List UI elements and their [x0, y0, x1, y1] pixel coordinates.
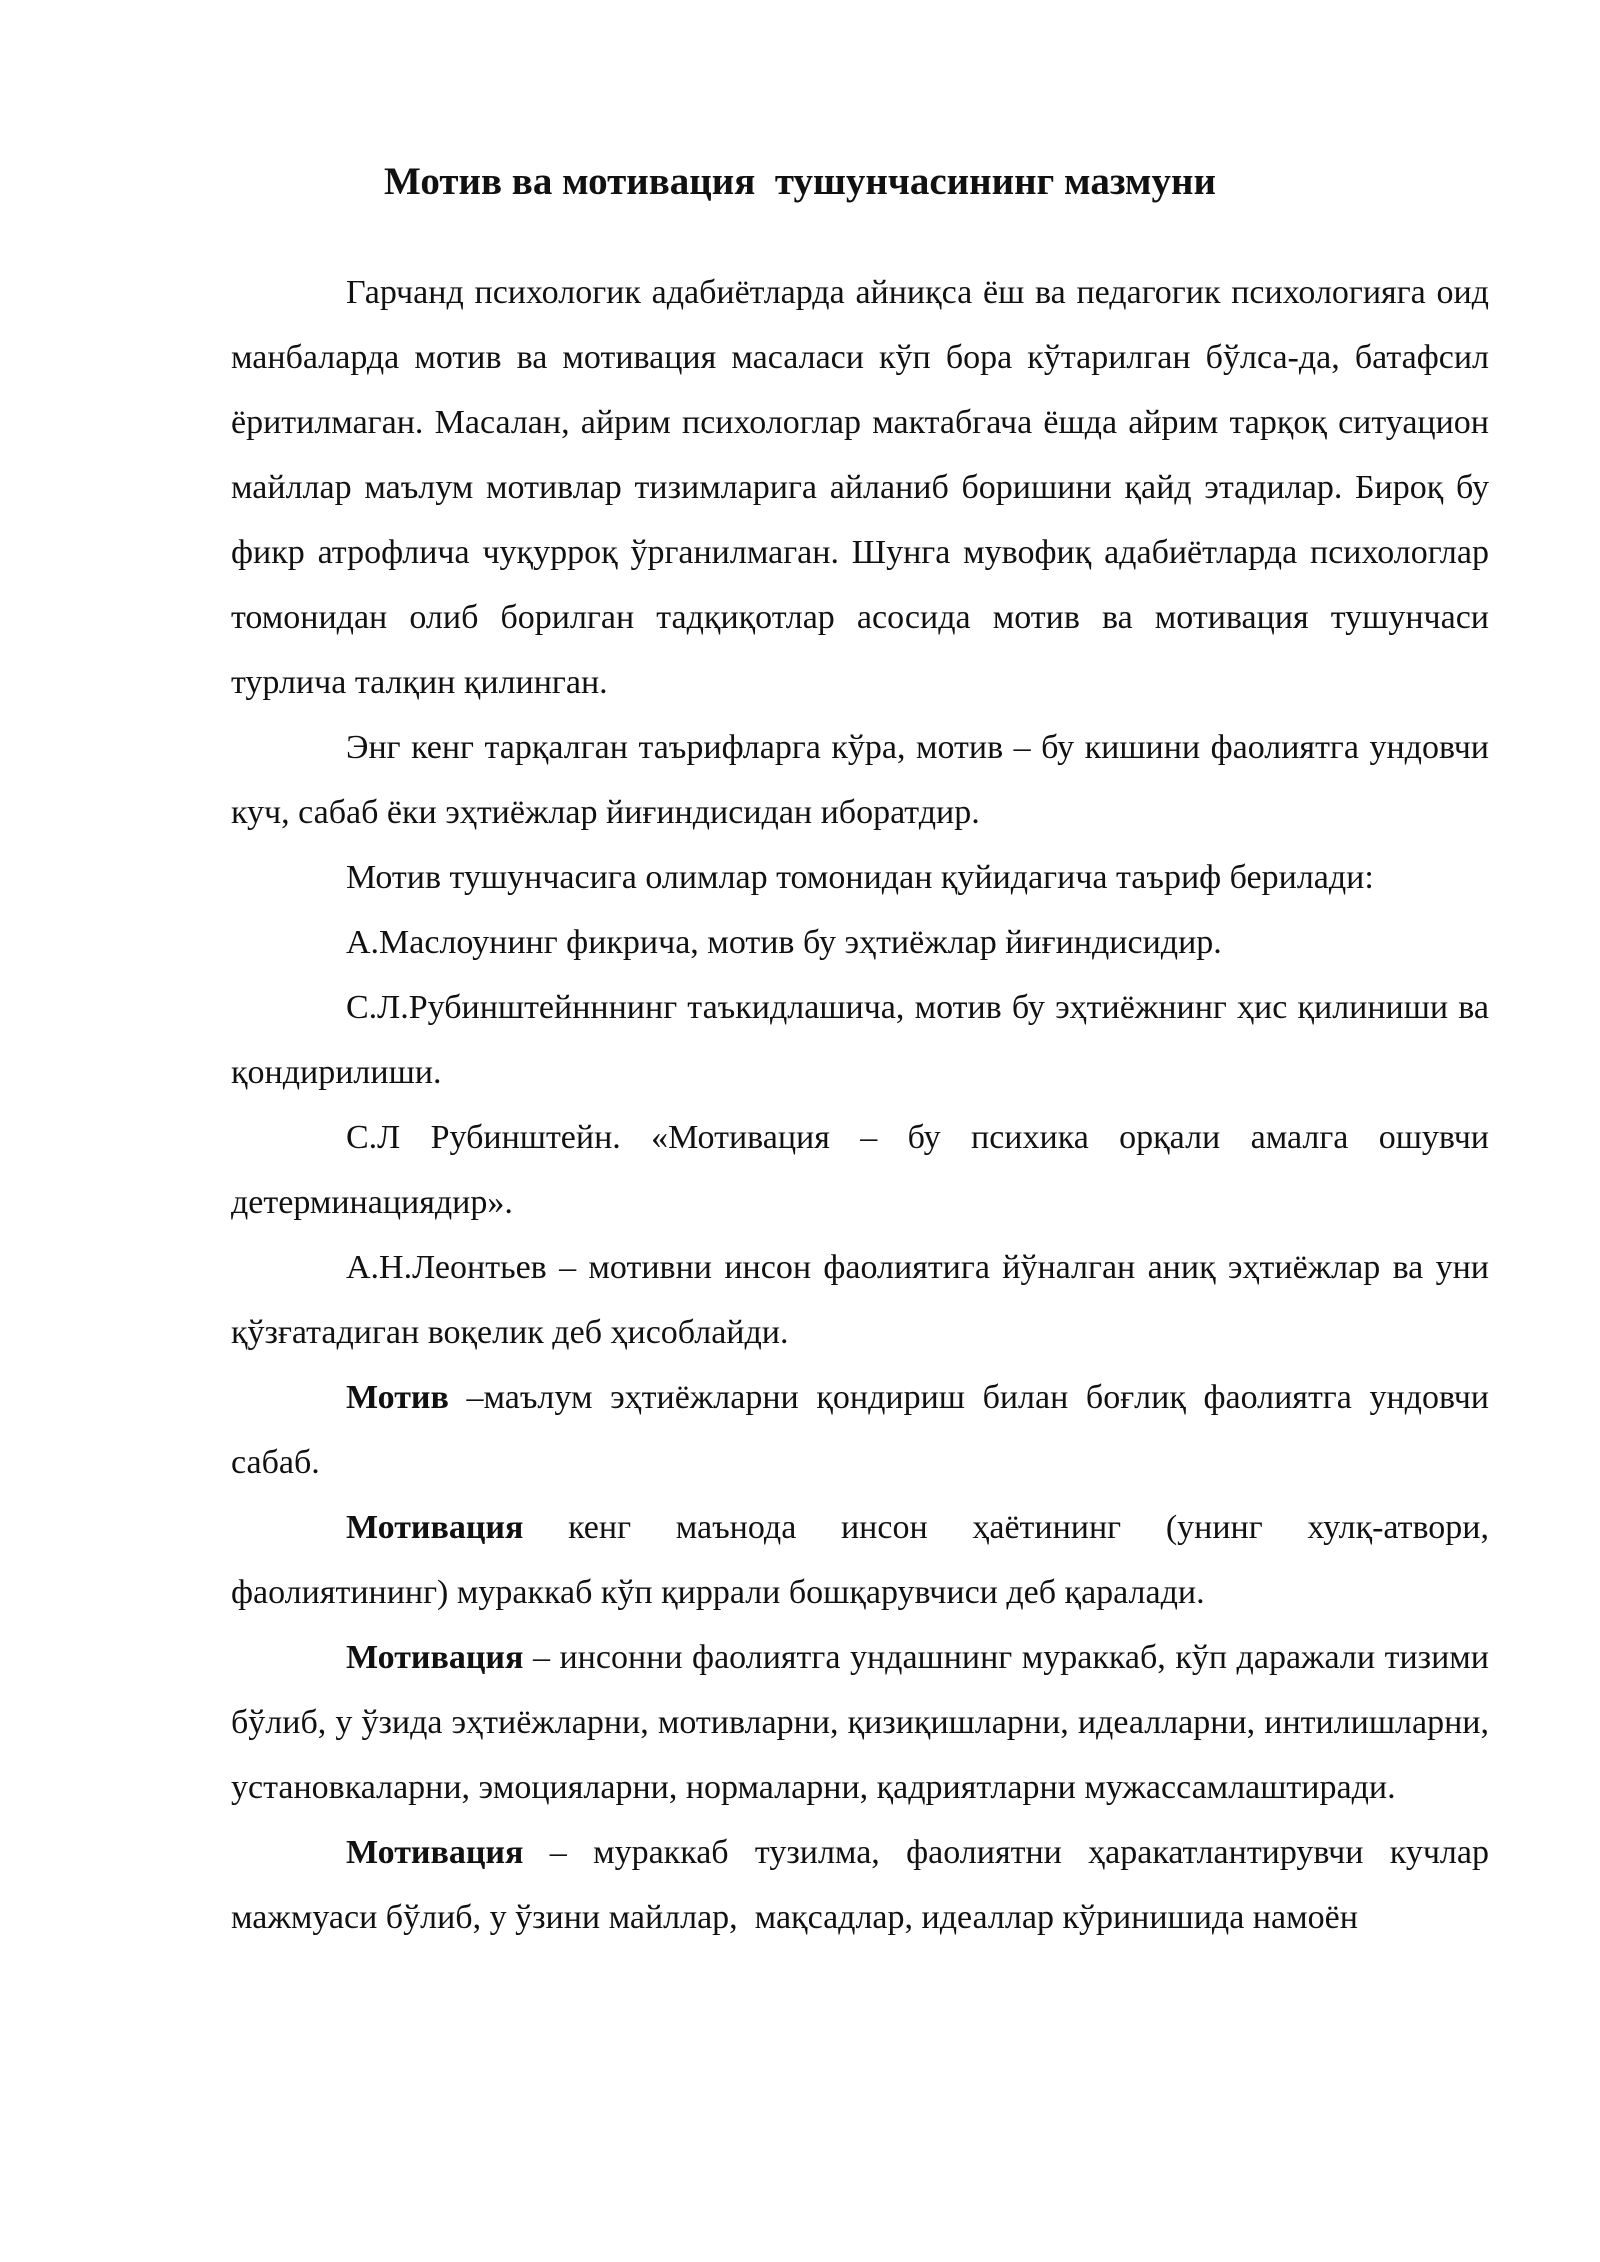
definition-motive: –маълум эҳтиёжларни қондириш билан боғлиқ фаолиятга ундовчи сабаб. — [231, 1379, 1498, 1481]
term-motive: Мотив — [346, 1379, 449, 1416]
definition-motivation-system: – инсонни фаолиятга ундашнинг мураккаб, кўп даражали тизими бўлиб, у ўзида эҳтиёжларни, мотивларни, қизиқишларни, идеалларни, интилишларни, установкаларни, эмоцияларни, нормаларни, қадриятларни мужассамлаштиради. — [231, 1639, 1498, 1806]
paragraph-leontiev: А.Н.Леонтьев – мотивни инсон фаолиятига йўналган аниқ эҳтиёжлар ва уни қўзғатадиган воқелик деб ҳисоблайди. — [231, 1249, 1498, 1351]
paragraph-motivation-system — [231, 1625, 1498, 1820]
paragraph-maslow: А.Маслоунинг фикрича, мотив бу эҳтиёжлар йиғиндисидир. — [346, 924, 1222, 961]
term-motivation: Мотивация — [346, 1834, 524, 1871]
paragraph-rubinstein-1: С.Л.Рубинштейнннинг таъкидлашича, мотив бу эҳтиёжнинг ҳис қилиниши ва қондирилиши. — [231, 989, 1498, 1091]
paragraph-common-definition: Энг кенг тарқалган таърифларга кўра, мотив – бу кишини фаолиятга ундовчи куч, сабаб ёки эҳтиёжлар йиғиндисидан иборатдир. — [231, 729, 1498, 831]
paragraph-rubinstein-2: С.Л Рубинштейн. «Мотивация – бу психика орқали амалга ошувчи детерминациядир». — [231, 1119, 1498, 1221]
page-title: Мотив ва мотивация тушунчасининг мазмуни — [384, 160, 1216, 203]
term-motivation: Мотивация — [346, 1509, 524, 1546]
paragraph-motivation-structure — [231, 1820, 1498, 1950]
term-motivation: Мотивация — [346, 1639, 524, 1676]
definition-motivation-structure: – мураккаб тузилма, фаолиятни ҳаракатлантирувчи кучлар мажмуаси бўлиб, у ўзини майллар, мақсадлар, идеаллар кўринишида намоён — [231, 1834, 1498, 1936]
document-body — [231, 260, 1498, 1950]
paragraph-motivation-broad — [231, 1495, 1498, 1625]
paragraph-motive-definition — [231, 1365, 1498, 1495]
paragraph-scientists-definitions: Мотив тушунчасига олимлар томонидан қуйидагича таъриф берилади: — [346, 859, 1374, 896]
paragraph-intro: Гарчанд психологик адабиётларда айниқса ёш ва педагогик психологияга оид манбаларда мотив ва мотивация масаласи кўп бора кўтарилган бўлса-да, батафсил ёритилмаган. Масалан, айрим психологлар мактабгача ёшда айрим тарқоқ ситуацион майллар маълум мотивлар тизимларига айланиб боришини қайд этадилар. Бироқ бу фикр атрофлича чуқурроқ ўрганилмаган. Шунга мувофиқ адабиётларда психологлар томонидан олиб борилган тадқиқотлар асосида мотив ва мотивация тушунчаси турлича талқин қилинган. — [231, 274, 1498, 701]
definition-motivation-broad: кенг маънода инсон ҳаётининг (унинг хулқ-атвори, фаолиятининг) мураккаб кўп қиррали бошқарувчиси деб қаралади. — [231, 1509, 1498, 1611]
